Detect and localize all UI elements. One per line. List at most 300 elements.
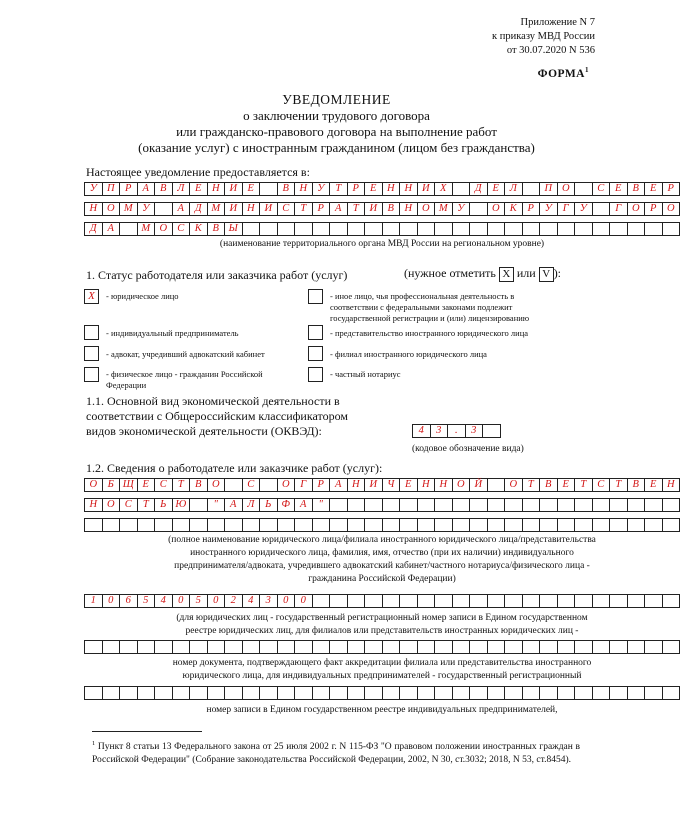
char-cell[interactable]: [452, 686, 471, 700]
char-cell[interactable]: Н: [399, 182, 418, 196]
char-cell[interactable]: Н: [347, 478, 366, 492]
char-cell[interactable]: [277, 222, 296, 236]
char-cell[interactable]: [504, 518, 523, 532]
char-cell[interactable]: Е: [557, 478, 576, 492]
char-cell[interactable]: [574, 640, 593, 654]
char-cell[interactable]: [172, 518, 191, 532]
char-cell[interactable]: Р: [347, 182, 366, 196]
char-cell[interactable]: [434, 518, 453, 532]
char-cell[interactable]: [259, 182, 278, 196]
char-cell[interactable]: [189, 518, 208, 532]
char-cell[interactable]: Р: [644, 202, 663, 216]
char-cell[interactable]: Т: [574, 478, 593, 492]
char-cell[interactable]: [119, 518, 138, 532]
char-cell[interactable]: [102, 518, 121, 532]
char-cell[interactable]: В: [207, 222, 226, 236]
char-cell[interactable]: Е: [644, 182, 663, 196]
char-cell[interactable]: [434, 222, 453, 236]
char-cell[interactable]: Д: [84, 222, 103, 236]
char-cell[interactable]: [259, 518, 278, 532]
char-cell[interactable]: 6: [119, 594, 138, 608]
char-cell[interactable]: [644, 640, 663, 654]
char-cell[interactable]: [627, 640, 646, 654]
char-cell[interactable]: [557, 640, 576, 654]
char-cell[interactable]: [347, 498, 366, 512]
char-cell[interactable]: [312, 640, 331, 654]
char-cell[interactable]: Е: [609, 182, 628, 196]
char-cell[interactable]: С: [592, 182, 611, 196]
char-cell[interactable]: Г: [294, 478, 313, 492]
char-cell[interactable]: [102, 640, 121, 654]
char-cell[interactable]: 0: [294, 594, 313, 608]
char-cell[interactable]: [482, 424, 501, 438]
char-cell[interactable]: [469, 202, 488, 216]
char-cell[interactable]: [504, 222, 523, 236]
char-cell[interactable]: Ы: [224, 222, 243, 236]
char-cell[interactable]: Р: [312, 202, 331, 216]
char-cell[interactable]: Н: [84, 202, 103, 216]
char-cell[interactable]: 0: [207, 594, 226, 608]
char-cell[interactable]: А: [172, 202, 191, 216]
char-cell[interactable]: [504, 686, 523, 700]
accreditation-number-field[interactable]: [84, 640, 680, 654]
char-cell[interactable]: [154, 686, 173, 700]
char-cell[interactable]: Е: [399, 478, 418, 492]
char-cell[interactable]: [469, 222, 488, 236]
okved-code-field[interactable]: [412, 424, 501, 438]
char-cell[interactable]: Н: [434, 478, 453, 492]
char-cell[interactable]: [154, 202, 173, 216]
char-cell[interactable]: [364, 594, 383, 608]
char-cell[interactable]: [259, 686, 278, 700]
char-cell[interactable]: [557, 518, 576, 532]
char-cell[interactable]: [522, 498, 541, 512]
char-cell[interactable]: Х: [434, 182, 453, 196]
char-cell[interactable]: [294, 518, 313, 532]
char-cell[interactable]: У: [539, 202, 558, 216]
char-cell[interactable]: [224, 686, 243, 700]
char-cell[interactable]: [592, 498, 611, 512]
char-cell[interactable]: Т: [172, 478, 191, 492]
char-cell[interactable]: М: [137, 222, 156, 236]
char-cell[interactable]: [539, 518, 558, 532]
char-cell[interactable]: Е: [242, 182, 261, 196]
char-cell[interactable]: [609, 594, 628, 608]
char-cell[interactable]: [557, 686, 576, 700]
char-cell[interactable]: Т: [294, 202, 313, 216]
char-cell[interactable]: [574, 498, 593, 512]
char-cell[interactable]: [364, 498, 383, 512]
char-cell[interactable]: [662, 518, 680, 532]
char-cell[interactable]: [312, 594, 331, 608]
char-cell[interactable]: О: [452, 478, 471, 492]
char-cell[interactable]: [277, 686, 296, 700]
char-cell[interactable]: [207, 518, 226, 532]
char-cell[interactable]: [189, 640, 208, 654]
char-cell[interactable]: [592, 640, 611, 654]
char-cell[interactable]: [137, 518, 156, 532]
char-cell[interactable]: [207, 686, 226, 700]
char-cell[interactable]: [522, 518, 541, 532]
char-cell[interactable]: [574, 686, 593, 700]
char-cell[interactable]: [627, 222, 646, 236]
char-cell[interactable]: [592, 222, 611, 236]
char-cell[interactable]: [487, 498, 506, 512]
char-cell[interactable]: С: [172, 222, 191, 236]
char-cell[interactable]: [469, 686, 488, 700]
char-cell[interactable]: [434, 640, 453, 654]
char-cell[interactable]: [399, 686, 418, 700]
char-cell[interactable]: Р: [522, 202, 541, 216]
char-cell[interactable]: [417, 686, 436, 700]
char-cell[interactable]: [119, 640, 138, 654]
char-cell[interactable]: [277, 518, 296, 532]
char-cell[interactable]: [609, 640, 628, 654]
char-cell[interactable]: У: [312, 182, 331, 196]
char-cell[interactable]: ": [312, 498, 331, 512]
char-cell[interactable]: [539, 498, 558, 512]
char-cell[interactable]: [644, 518, 663, 532]
char-cell[interactable]: В: [277, 182, 296, 196]
char-cell[interactable]: 4: [154, 594, 173, 608]
char-cell[interactable]: С: [154, 478, 173, 492]
char-cell[interactable]: 3: [430, 424, 449, 438]
char-cell[interactable]: [224, 478, 243, 492]
char-cell[interactable]: У: [84, 182, 103, 196]
char-cell[interactable]: [347, 222, 366, 236]
char-cell[interactable]: [399, 498, 418, 512]
char-cell[interactable]: Р: [662, 182, 680, 196]
char-cell[interactable]: [627, 498, 646, 512]
individual-citizen-checkbox[interactable]: [84, 367, 99, 382]
char-cell[interactable]: И: [224, 202, 243, 216]
char-cell[interactable]: Щ: [119, 478, 138, 492]
char-cell[interactable]: В: [189, 478, 208, 492]
char-cell[interactable]: [312, 518, 331, 532]
entrepreneur-number-field[interactable]: [84, 686, 680, 700]
char-cell[interactable]: 3: [259, 594, 278, 608]
char-cell[interactable]: Г: [609, 202, 628, 216]
char-cell[interactable]: [364, 518, 383, 532]
char-cell[interactable]: [574, 594, 593, 608]
char-cell[interactable]: [557, 222, 576, 236]
char-cell[interactable]: А: [102, 222, 121, 236]
char-cell[interactable]: Е: [644, 478, 663, 492]
char-cell[interactable]: [627, 594, 646, 608]
char-cell[interactable]: [154, 640, 173, 654]
char-cell[interactable]: [662, 640, 680, 654]
char-cell[interactable]: Н: [294, 182, 313, 196]
char-cell[interactable]: О: [627, 202, 646, 216]
char-cell[interactable]: Ь: [154, 498, 173, 512]
char-cell[interactable]: [294, 686, 313, 700]
char-cell[interactable]: [504, 498, 523, 512]
char-cell[interactable]: О: [662, 202, 680, 216]
char-cell[interactable]: Е: [137, 478, 156, 492]
char-cell[interactable]: [522, 222, 541, 236]
char-cell[interactable]: [469, 640, 488, 654]
char-cell[interactable]: [662, 498, 680, 512]
char-cell[interactable]: [417, 640, 436, 654]
char-cell[interactable]: [434, 594, 453, 608]
char-cell[interactable]: С: [119, 498, 138, 512]
char-cell[interactable]: 0: [102, 594, 121, 608]
char-cell[interactable]: [539, 594, 558, 608]
char-cell[interactable]: 4: [242, 594, 261, 608]
char-cell[interactable]: [84, 640, 103, 654]
char-cell[interactable]: [644, 686, 663, 700]
char-cell[interactable]: Н: [207, 182, 226, 196]
char-cell[interactable]: [574, 518, 593, 532]
char-cell[interactable]: [662, 686, 680, 700]
char-cell[interactable]: Ь: [259, 498, 278, 512]
char-cell[interactable]: [487, 686, 506, 700]
char-cell[interactable]: Й: [469, 478, 488, 492]
individual-entrepreneur-checkbox[interactable]: [84, 325, 99, 340]
char-cell[interactable]: [329, 640, 348, 654]
char-cell[interactable]: [364, 686, 383, 700]
authority-name-row[interactable]: [84, 202, 680, 216]
char-cell[interactable]: [434, 686, 453, 700]
char-cell[interactable]: Н: [399, 202, 418, 216]
char-cell[interactable]: Л: [242, 498, 261, 512]
registration-number-field[interactable]: [84, 594, 680, 608]
char-cell[interactable]: [364, 222, 383, 236]
char-cell[interactable]: К: [189, 222, 208, 236]
char-cell[interactable]: В: [382, 202, 401, 216]
char-cell[interactable]: Н: [242, 202, 261, 216]
char-cell[interactable]: В: [539, 478, 558, 492]
char-cell[interactable]: [312, 222, 331, 236]
char-cell[interactable]: 2: [224, 594, 243, 608]
char-cell[interactable]: О: [207, 478, 226, 492]
char-cell[interactable]: [102, 686, 121, 700]
char-cell[interactable]: Р: [312, 478, 331, 492]
char-cell[interactable]: [242, 222, 261, 236]
char-cell[interactable]: [592, 686, 611, 700]
char-cell[interactable]: [207, 640, 226, 654]
char-cell[interactable]: В: [154, 182, 173, 196]
char-cell[interactable]: Н: [662, 478, 680, 492]
char-cell[interactable]: [329, 518, 348, 532]
char-cell[interactable]: Г: [557, 202, 576, 216]
char-cell[interactable]: [592, 202, 611, 216]
char-cell[interactable]: У: [452, 202, 471, 216]
char-cell[interactable]: [539, 222, 558, 236]
char-cell[interactable]: 3: [465, 424, 484, 438]
char-cell[interactable]: [627, 518, 646, 532]
char-cell[interactable]: [522, 640, 541, 654]
char-cell[interactable]: [84, 686, 103, 700]
char-cell[interactable]: Т: [329, 182, 348, 196]
char-cell[interactable]: [574, 222, 593, 236]
char-cell[interactable]: О: [557, 182, 576, 196]
char-cell[interactable]: [557, 594, 576, 608]
char-cell[interactable]: [417, 498, 436, 512]
char-cell[interactable]: В: [627, 182, 646, 196]
char-cell[interactable]: О: [277, 478, 296, 492]
char-cell[interactable]: [417, 594, 436, 608]
char-cell[interactable]: [329, 222, 348, 236]
char-cell[interactable]: [469, 518, 488, 532]
char-cell[interactable]: [609, 686, 628, 700]
char-cell[interactable]: [539, 640, 558, 654]
char-cell[interactable]: 0: [277, 594, 296, 608]
char-cell[interactable]: [277, 640, 296, 654]
char-cell[interactable]: [294, 640, 313, 654]
char-cell[interactable]: [382, 222, 401, 236]
char-cell[interactable]: О: [504, 478, 523, 492]
char-cell[interactable]: [329, 594, 348, 608]
char-cell[interactable]: [487, 478, 506, 492]
char-cell[interactable]: Е: [189, 182, 208, 196]
char-cell[interactable]: О: [102, 498, 121, 512]
char-cell[interactable]: [452, 518, 471, 532]
char-cell[interactable]: [259, 478, 278, 492]
foreign-branch-checkbox[interactable]: [308, 346, 323, 361]
char-cell[interactable]: [382, 518, 401, 532]
char-cell[interactable]: Т: [522, 478, 541, 492]
char-cell[interactable]: Ч: [382, 478, 401, 492]
char-cell[interactable]: М: [434, 202, 453, 216]
char-cell[interactable]: [312, 686, 331, 700]
char-cell[interactable]: Б: [102, 478, 121, 492]
char-cell[interactable]: Ю: [172, 498, 191, 512]
char-cell[interactable]: У: [137, 202, 156, 216]
licensed-professional-checkbox[interactable]: [308, 289, 323, 304]
char-cell[interactable]: Т: [347, 202, 366, 216]
char-cell[interactable]: Н: [417, 478, 436, 492]
char-cell[interactable]: [399, 222, 418, 236]
char-cell[interactable]: [609, 518, 628, 532]
char-cell[interactable]: 4: [412, 424, 431, 438]
char-cell[interactable]: И: [259, 202, 278, 216]
authority-name-row[interactable]: [84, 182, 680, 196]
char-cell[interactable]: [259, 222, 278, 236]
char-cell[interactable]: [382, 640, 401, 654]
char-cell[interactable]: [329, 686, 348, 700]
char-cell[interactable]: [224, 640, 243, 654]
char-cell[interactable]: Т: [609, 478, 628, 492]
char-cell[interactable]: Р: [119, 182, 138, 196]
char-cell[interactable]: [224, 518, 243, 532]
char-cell[interactable]: 5: [189, 594, 208, 608]
char-cell[interactable]: О: [102, 202, 121, 216]
char-cell[interactable]: [452, 182, 471, 196]
char-cell[interactable]: [294, 222, 313, 236]
char-cell[interactable]: [189, 498, 208, 512]
char-cell[interactable]: [242, 518, 261, 532]
char-cell[interactable]: О: [84, 478, 103, 492]
char-cell[interactable]: [609, 222, 628, 236]
char-cell[interactable]: [522, 182, 541, 196]
foreign-representative-checkbox[interactable]: [308, 325, 323, 340]
char-cell[interactable]: [609, 498, 628, 512]
char-cell[interactable]: 5: [137, 594, 156, 608]
char-cell[interactable]: [329, 498, 348, 512]
char-cell[interactable]: [644, 498, 663, 512]
char-cell[interactable]: О: [417, 202, 436, 216]
char-cell[interactable]: Е: [364, 182, 383, 196]
char-cell[interactable]: В: [627, 478, 646, 492]
employer-name-row[interactable]: [84, 478, 680, 492]
char-cell[interactable]: 1: [84, 594, 103, 608]
char-cell[interactable]: Л: [172, 182, 191, 196]
char-cell[interactable]: [189, 686, 208, 700]
legal-entity-checkbox[interactable]: X: [84, 289, 99, 304]
char-cell[interactable]: [347, 640, 366, 654]
char-cell[interactable]: [539, 686, 558, 700]
char-cell[interactable]: А: [329, 478, 348, 492]
char-cell[interactable]: [487, 222, 506, 236]
char-cell[interactable]: [119, 222, 138, 236]
char-cell[interactable]: [382, 686, 401, 700]
char-cell[interactable]: П: [539, 182, 558, 196]
char-cell[interactable]: [574, 182, 593, 196]
char-cell[interactable]: [592, 518, 611, 532]
char-cell[interactable]: [452, 498, 471, 512]
char-cell[interactable]: ": [207, 498, 226, 512]
char-cell[interactable]: [452, 222, 471, 236]
char-cell[interactable]: [504, 594, 523, 608]
char-cell[interactable]: М: [207, 202, 226, 216]
char-cell[interactable]: Л: [504, 182, 523, 196]
char-cell[interactable]: Д: [469, 182, 488, 196]
char-cell[interactable]: И: [224, 182, 243, 196]
char-cell[interactable]: А: [224, 498, 243, 512]
char-cell[interactable]: [434, 498, 453, 512]
char-cell[interactable]: [137, 640, 156, 654]
char-cell[interactable]: Н: [382, 182, 401, 196]
char-cell[interactable]: С: [592, 478, 611, 492]
char-cell[interactable]: [662, 222, 680, 236]
char-cell[interactable]: [487, 594, 506, 608]
char-cell[interactable]: [382, 594, 401, 608]
char-cell[interactable]: [399, 640, 418, 654]
char-cell[interactable]: [172, 686, 191, 700]
char-cell[interactable]: А: [329, 202, 348, 216]
char-cell[interactable]: [417, 222, 436, 236]
char-cell[interactable]: [119, 686, 138, 700]
char-cell[interactable]: И: [364, 478, 383, 492]
char-cell[interactable]: [172, 640, 191, 654]
char-cell[interactable]: А: [137, 182, 156, 196]
char-cell[interactable]: [592, 594, 611, 608]
char-cell[interactable]: [522, 594, 541, 608]
char-cell[interactable]: [452, 640, 471, 654]
char-cell[interactable]: [417, 518, 436, 532]
char-cell[interactable]: О: [487, 202, 506, 216]
char-cell[interactable]: [487, 640, 506, 654]
char-cell[interactable]: С: [242, 478, 261, 492]
char-cell[interactable]: И: [417, 182, 436, 196]
authority-name-row[interactable]: [84, 222, 680, 236]
char-cell[interactable]: [662, 594, 680, 608]
char-cell[interactable]: Д: [189, 202, 208, 216]
char-cell[interactable]: [259, 640, 278, 654]
char-cell[interactable]: 0: [172, 594, 191, 608]
notary-checkbox[interactable]: [308, 367, 323, 382]
char-cell[interactable]: Е: [487, 182, 506, 196]
char-cell[interactable]: [242, 686, 261, 700]
char-cell[interactable]: И: [364, 202, 383, 216]
char-cell[interactable]: [627, 686, 646, 700]
char-cell[interactable]: [469, 498, 488, 512]
char-cell[interactable]: [364, 640, 383, 654]
char-cell[interactable]: К: [504, 202, 523, 216]
char-cell[interactable]: [522, 686, 541, 700]
char-cell[interactable]: Ф: [277, 498, 296, 512]
